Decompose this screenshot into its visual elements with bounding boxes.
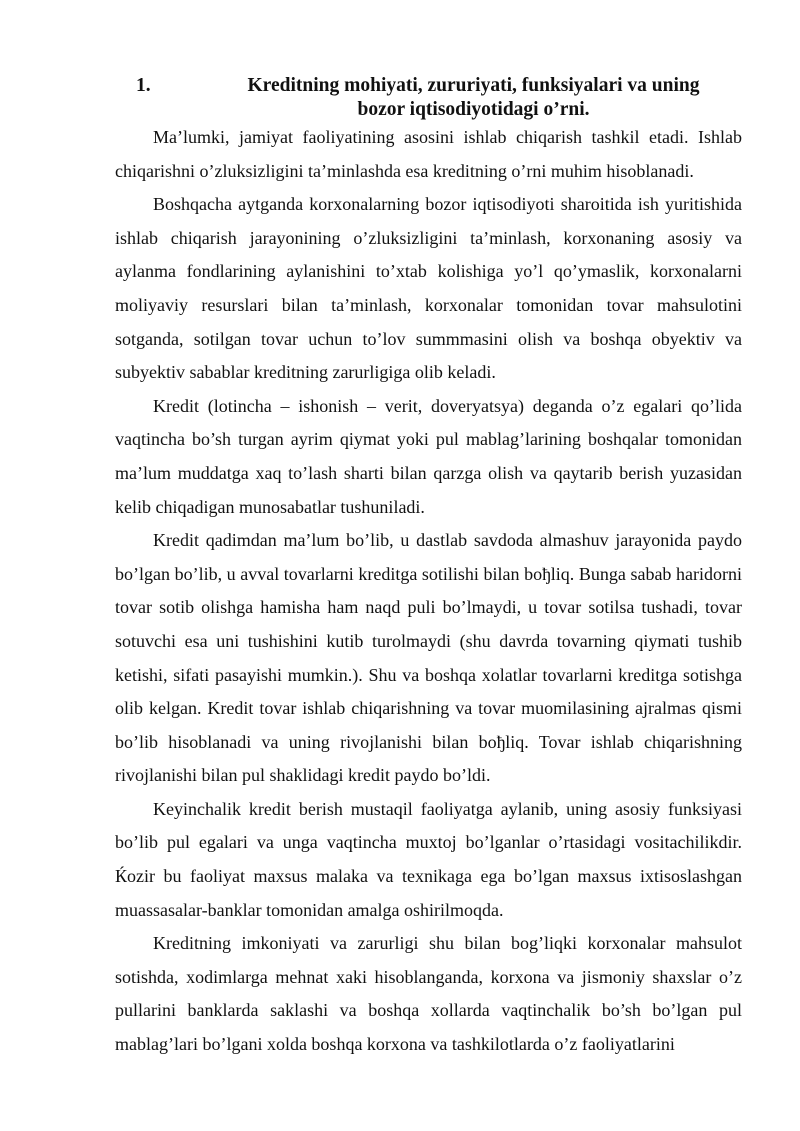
section-heading xyxy=(115,74,742,122)
document-page xyxy=(115,74,742,1062)
section-title: Kreditning mohiyati, zururiyati, funksiyalari va uning bozor iqtisodiyotidagi o’rni. xyxy=(247,75,700,120)
paragraph-6: Kreditning imkoniyati va zarurligi shu bilan bog’liqki korxonalar mahsulot sotishda, xodimlarga mehnat xaki hisoblanganda, korxona va jismoniy shaxslar o’z pullarini banklarda saklashi va boshqa xollarda vaqtinchalik bo’sh bo’lgan pul mablag’lari bo’lgani xolda boshqa korxona va tashkilotlarda o’z faoliyatlarini xyxy=(115,933,742,1055)
paragraph-4: Kredit qadimdan ma’lum bo’lib, u dastlab savdoda almashuv jarayonida paydo bo’lgan bo’lib, u avval tovarlarni kreditga sotilishi bilan boђliq. Bunga sabab haridorni tovar sotib olishga hamisha ham naqd puli bo’lmaydi, u tovar sotilsa tushadi, tovar sotuvchi esa uni tushishini kutib turolmaydi (shu davrda tovarning qiymati tushib ketishi, sifati pasayishi mumkin.). Shu va boshqa xolatlar tovarlarni kreditga sotishga olib kelgan. Kredit tovar ishlab chiqarishning va tovar muomilasining ajralmas qismi bo’lib hisoblanadi va uning rivojlanishi bilan boђliq. Tovar ishlab chiqarishning rivojlanishi bilan pul shaklidagi kredit paydo bo’ldi. xyxy=(115,530,742,786)
paragraph-3: Kredit (lotincha – ishonish – verit, doveryatsya) deganda o’z egalari qo’lida vaqtincha bo’sh turgan ayrim qiymat yoki pul mablag’larining boshqalar tomonidan ma’lum muddatga xaq to’lash sharti bilan qarzga olish va qaytarib berish yuzasidan kelib chiqadigan munosabatlar tushuniladi. xyxy=(115,395,742,517)
section-number: 1. xyxy=(136,75,151,96)
paragraph-2: Boshqacha aytganda korxonalarning bozor iqtisodiyoti sharoitida ish yuritishida ishlab chiqarish jarayonining o’zluksizligini ta’minlash, korxonaning asosiy va aylanma fondlarining aylanishini to’xtab kolishiga yo’l qo’ymaslik, korxonalarni moliyaviy resurslari bilan ta’minlash, korxonalar tomonidan tovar mahsulotini sotganda, sotilgan tovar uchun to’lov summmasini olish va boshqa obyektiv va subyektiv sabablar kreditning zarurligiga olib keladi. xyxy=(115,194,742,383)
paragraph-5: Keyinchalik kredit berish mustaqil faoliyatga aylanib, uning asosiy funksiyasi bo’lib pul egalari va unga vaqtincha muxtoj bo’lganlar o’rtasidagi vositachilikdir. Ќozir bu faoliyat maxsus malaka va texnikaga ega bo’lgan maxsus ixtisoslashgan muassasalar-banklar tomonidan amalga oshirilmoqda. xyxy=(115,798,742,920)
paragraph-1: Ma’lumki, jamiyat faoliyatining asosini ishlab chiqarish tashkil etadi. Ishlab chiqarishni o’zluksizligini ta’minlashda esa kreditning o’rni muhim hisoblanadi. xyxy=(115,127,742,181)
